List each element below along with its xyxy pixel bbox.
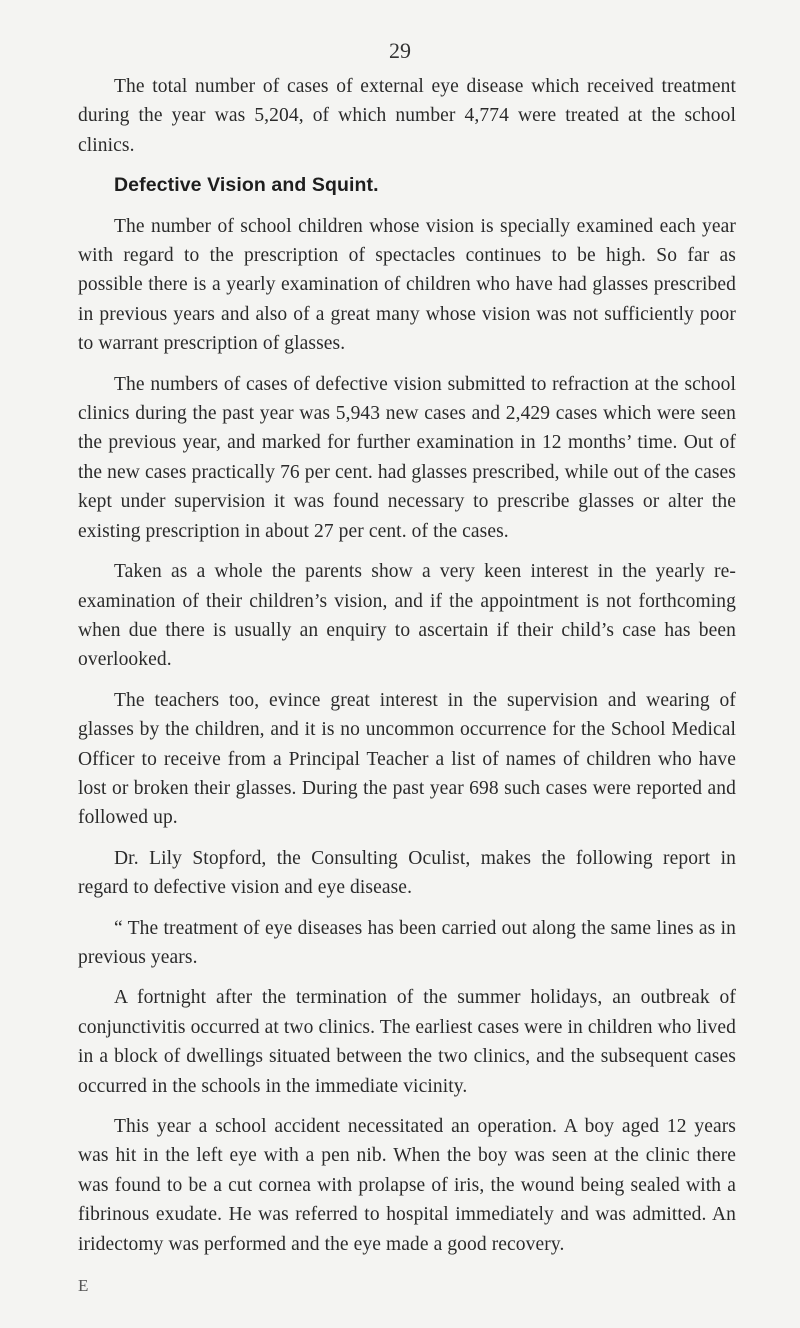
paragraph-treatment-quote: “ The treatment of eye diseases has been carried out along the same lines as in previous years. <box>78 917 736 968</box>
paragraph-conjunctivitis: A fortnight after the termination of the summer holidays, an outbreak of conjunctivitis occurred at two clinics. The earliest cases were in children who lived in a block of dwellings situated between the two clinics, and the subsequent cases occurred in the schools in the immediate vicinity. <box>78 987 736 1097</box>
paragraph-parents-interest: Taken as a whole the parents show a very keen interest in the yearly re-examination of their children’s vision, and if the appointment is not forthcoming when due there is usually an enquiry to ascertain if their child’s case has been overlooked. <box>78 561 736 671</box>
section-heading: Defective Vision and Squint. <box>114 174 379 197</box>
signature-mark: E <box>78 1276 89 1295</box>
document-body <box>78 72 736 1270</box>
intro-paragraph: The total number of cases of external eye disease which received treatment during the year was 5,204, of which number 4,774 were treated at the school clinics. <box>78 76 736 156</box>
paragraph-school-accident: This year a school accident necessitated an operation. A boy aged 12 years was hit in the left eye with a pen nib. When the boy was seen at the clinic there was found to be a cut cornea with prolapse of iris, the wound being sealed with a fibrinous exudate. He was referred to hospital immediately and was admitted. An iridectomy was performed and the eye made a good recovery. <box>78 1116 736 1255</box>
paragraph-oculist-report: Dr. Lily Stopford, the Consulting Oculist, makes the following report in regard to defective vision and eye disease. <box>78 847 736 899</box>
paragraph-teachers-interest: The teachers too, evince great interest in the supervision and wearing of glasses by the children, and it is no uncommon occurrence for the School Medical Officer to receive from a Principal Teacher a list of names of children who have lost or broken their glasses. During the past year 698 such cases were reported and followed up. <box>78 689 736 829</box>
paragraph-vision-examination: The number of school children whose vision is specially examined each year with regard to the prescription of spectacles continues to be high. So far as possible there is a yearly examination of children who have had glasses prescribed in previous years and also of a great many whose vision was not sufficiently poor to warrant prescription of glasses. <box>78 215 736 355</box>
paragraph-refraction-cases: The numbers of cases of defective vision submitted to refraction at the school clinics during the past year was 5,943 new cases and 2,429 cases which were seen the previous year, and marked for further examination in 12 months’ time. Out of the new cases practically 76 per cent. had glasses prescribed, while out of the cases kept under supervision it was found necessary to prescribe glasses or alter the existing prescription in about 27 per cent. of the cases. <box>78 373 736 542</box>
page-number: 29 <box>389 38 411 63</box>
